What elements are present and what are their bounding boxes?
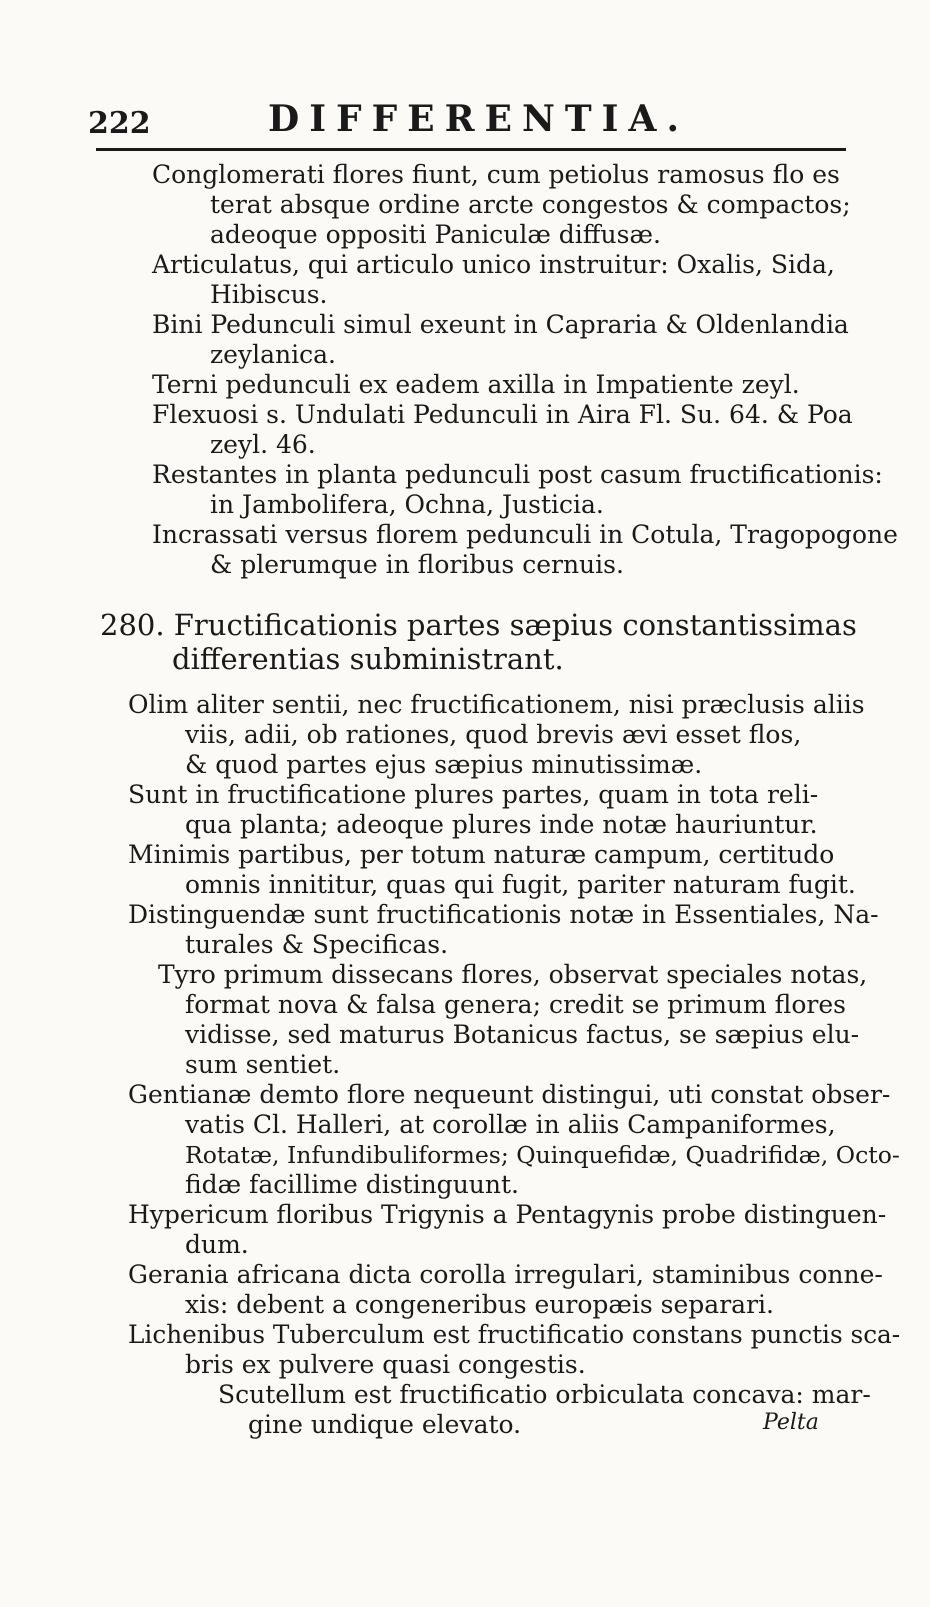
text-line: Restantes in planta pedunculi post casum fructificationis: [152, 460, 883, 489]
text-line: Rotatæ, Infundibuliformes; Quinquefidæ, Quadrifidæ, Octo- [185, 1141, 900, 1169]
text-line: Gerania africana dicta corolla irregulari, staminibus conne- [128, 1260, 883, 1289]
text-line: Tyro primum dissecans flores, observat speciales notas, [158, 960, 868, 989]
page-number: 222 [88, 106, 151, 141]
text-line: Hypericum floribus Trigynis a Pentagynis probe distinguen- [128, 1200, 887, 1229]
text-line: Hibiscus. [210, 280, 328, 309]
running-title: DIFFERENTIA. [268, 98, 689, 140]
text-line: omnis innititur, quas qui fugit, pariter naturam fugit. [185, 870, 856, 899]
text-line: Sunt in fructificatione plures partes, quam in tota reli- [128, 780, 819, 809]
text-line: qua planta; adeoque plures inde notæ hauriuntur. [185, 810, 818, 839]
text-line: Terni pedunculi ex eadem axilla in Impatiente zeyl. [152, 370, 800, 399]
text-line: terat absque ordine arcte congestos & compactos; [210, 190, 851, 219]
text-line: viis, adii, ob rationes, quod brevis ævi esset flos, [185, 720, 802, 749]
text-line: fidæ facillime distinguunt. [185, 1170, 519, 1199]
text-line: in Jambolifera, Ochna, Justicia. [210, 490, 604, 519]
text-line: vidisse, sed maturus Botanicus factus, se sæpius elu- [185, 1020, 860, 1049]
text-line: Bini Pedunculi simul exeunt in Capraria & Oldenlandia [152, 310, 849, 339]
text-line: Gentianæ demto flore nequeunt distingui, uti constat obser- [128, 1080, 891, 1109]
text-line: Distinguendæ sunt fructificationis notæ in Essentiales, Na- [128, 900, 879, 929]
header-rule [96, 148, 846, 151]
section-heading: differentias subministrant. [172, 642, 564, 676]
text-line: Articulatus, qui articulo unico instruitur: Oxalis, Sida, [152, 250, 835, 279]
text-line: Flexuosi s. Undulati Pedunculi in Aira Fl. Su. 64. & Poa [152, 400, 853, 429]
text-line: sum sentiet. [185, 1050, 341, 1079]
text-line: turales & Specificas. [185, 930, 449, 959]
text-line: Lichenibus Tuberculum est fructificatio constans punctis sca- [128, 1320, 901, 1349]
text-line: dum. [185, 1230, 249, 1259]
page-header [88, 98, 848, 148]
text-line: gine undique elevato. [248, 1410, 522, 1439]
text-line: & quod partes ejus sæpius minutissimæ. [185, 750, 703, 779]
text-line: Olim aliter sentii, nec fructificationem, nisi præclusis aliis [128, 690, 865, 719]
text-line: Scutellum est fructificatio orbiculata concava: mar- [218, 1380, 871, 1409]
text-line: zeyl. 46. [210, 430, 316, 459]
text-line: format nova & falsa genera; credit se primum flores [185, 990, 846, 1019]
text-line: xis: debent a congeneribus europæis separari. [185, 1290, 774, 1319]
text-line: Incrassati versus florem pedunculi in Cotula, Tragopogone [152, 520, 898, 549]
text-line: vatis Cl. Halleri, at corollæ in aliis Campaniformes, [185, 1110, 836, 1139]
catchword: Pelta [763, 1410, 819, 1435]
text-line: zeylanica. [210, 340, 336, 369]
text-line: adeoque oppositi Paniculæ diffusæ. [210, 220, 661, 249]
text-line: Minimis partibus, per totum naturæ campum, certitudo [128, 840, 835, 869]
text-line: Conglomerati flores fiunt, cum petiolus ramosus flo es [152, 160, 840, 189]
text-line: & plerumque in floribus cernuis. [210, 550, 624, 579]
section-heading: 280. Fructificationis partes sæpius constantissimas [100, 608, 857, 642]
text-line: bris ex pulvere quasi congestis. [185, 1350, 586, 1379]
